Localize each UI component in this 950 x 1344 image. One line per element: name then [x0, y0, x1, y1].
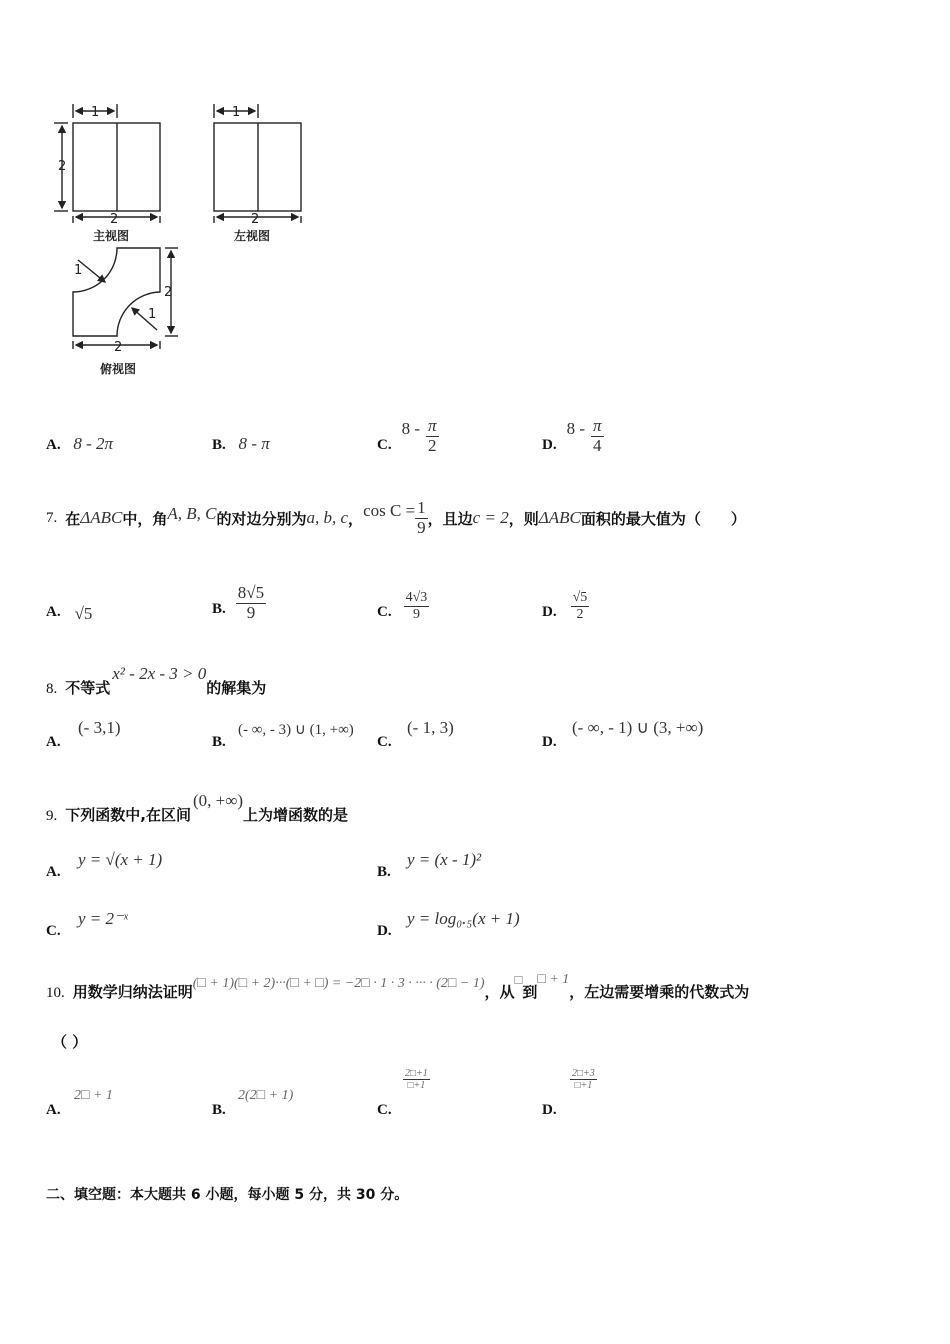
q9-option-b[interactable] [377, 848, 677, 884]
option-expr: y = √(x + 1) [78, 850, 163, 869]
option-expr: y = log₀.₅(x + 1) [407, 909, 520, 928]
option-expr: (- ∞, - 3) ∪ (1, +∞) [238, 722, 354, 738]
q6-option-b[interactable] [212, 434, 270, 454]
option-letter: B. [212, 600, 226, 617]
dim-top-right: 2 [164, 285, 173, 300]
option-letter: A. [46, 734, 61, 750]
dim-front-left: 2 [58, 159, 67, 174]
option-expr: y = (x - 1)² [407, 850, 482, 869]
option-expr: 8 - 2π [73, 434, 114, 453]
option-fraction: $\frac{2□+1}{□+1}$ [405, 1068, 428, 1091]
side-view-label: 左视图 [234, 229, 271, 243]
option-letter: A. [46, 864, 61, 880]
option-expr: 2(2□ + 1) [238, 1088, 294, 1103]
q10-option-d[interactable] [542, 1068, 702, 1122]
option-fraction: $\frac{2□+3}{□+1}$ [572, 1068, 595, 1091]
dim-top-radius-1: 1 [74, 263, 83, 278]
option-expr: (- 3,1) [78, 718, 121, 737]
option-expr: 2□ + 1 [74, 1088, 113, 1103]
q8-option-b[interactable] [212, 718, 372, 754]
option-pre: 8 - [566, 419, 586, 438]
option-letter: B. [212, 1102, 226, 1118]
option-letter: B. [377, 864, 391, 880]
option-fraction: $\frac{\pi}{2}$ [428, 415, 437, 455]
option-letter: B. [212, 437, 226, 453]
dim-top-bottom: 2 [114, 340, 123, 355]
option-pre: 8 - [401, 419, 421, 438]
dim-side-bottom: 2 [251, 212, 260, 227]
question-8: 8. 不等式 x² - 2x - 3 > 0 的解集为 [46, 664, 267, 697]
option-fraction: $\frac{8√5}{9}$ [237, 582, 265, 622]
q10-option-a[interactable] [46, 1086, 206, 1122]
option-fraction: $\frac{\pi}{4}$ [593, 415, 602, 455]
option-letter: D. [542, 734, 557, 750]
option-letter: B. [212, 734, 226, 750]
front-view-label: 主视图 [93, 229, 130, 243]
option-expr: y = 2⁻ˣ [78, 909, 128, 928]
q8-option-a[interactable] [46, 718, 206, 754]
q7-option-c[interactable] [377, 584, 429, 628]
q8-option-d[interactable] [542, 718, 742, 754]
q9-option-d[interactable] [377, 907, 677, 943]
dim-front-top: 1 [91, 105, 100, 120]
q6-option-c[interactable] [377, 412, 439, 460]
q7-number: 7. [46, 509, 58, 526]
option-letter: C. [377, 603, 392, 620]
q10-answer-paren: （ ） [52, 1033, 88, 1051]
q8-option-c[interactable] [377, 718, 537, 754]
option-letter: D. [542, 436, 557, 453]
q7-option-a[interactable] [46, 600, 92, 624]
q6-option-d[interactable] [542, 412, 604, 460]
q10-option-b[interactable] [212, 1086, 372, 1122]
question-9: 9. 下列函数中,在区间 (0, +∞) 上为增函数的是 [46, 791, 348, 824]
option-letter: A. [46, 603, 61, 620]
option-expr: √5 [74, 604, 93, 623]
three-view-figure [40, 96, 320, 386]
dim-top-radius-2: 1 [148, 307, 157, 322]
option-letter: C. [377, 436, 392, 453]
q7-option-b[interactable] [212, 578, 266, 628]
option-letter: C. [377, 1102, 392, 1118]
question-10: 10. 用数学归纳法证明 (□ + 1)(□ + 2)···(□ + □) = −2□ · 1 · 3 · ··· · (2□ − 1) ，从 □ 到 □ + 1 ，左边需要增乘的代数式为 [46, 972, 750, 1001]
option-fraction: $\frac{4√3}{9}$ [405, 590, 428, 622]
q9-option-a[interactable] [46, 848, 346, 884]
dim-front-bottom: 2 [110, 212, 119, 227]
option-letter: D. [542, 1102, 557, 1118]
section-2-title: 二、填空题：本大题共 6 小题，每小题 5 分，共 30 分。 [46, 1187, 409, 1203]
option-expr: (- 1, 3) [407, 718, 454, 737]
option-letter: C. [377, 734, 392, 750]
option-letter: D. [377, 923, 392, 939]
q10-option-c[interactable] [377, 1068, 537, 1122]
option-fraction: $\frac{√5}{2}$ [572, 590, 588, 622]
dim-side-top: 1 [232, 105, 241, 120]
option-letter: A. [46, 1102, 61, 1118]
q9-option-c[interactable] [46, 907, 346, 943]
option-letter: A. [46, 437, 61, 453]
top-view-label: 俯视图 [100, 362, 137, 376]
option-letter: D. [542, 603, 557, 620]
option-expr: (- ∞, - 1) ∪ (3, +∞) [572, 718, 704, 737]
question-7: 7. 在 ΔABC 中，角 A, B, C 的对边分别为 a, b, c ， cos C = $\frac{1}{9}$ ，且边 c = 2 ，则 ΔABC 面积的最大值为（ ） [46, 497, 746, 537]
option-letter: C. [46, 923, 61, 939]
q7-option-d[interactable] [542, 584, 589, 628]
option-expr: 8 - π [238, 434, 270, 453]
q6-option-a[interactable] [46, 434, 113, 454]
